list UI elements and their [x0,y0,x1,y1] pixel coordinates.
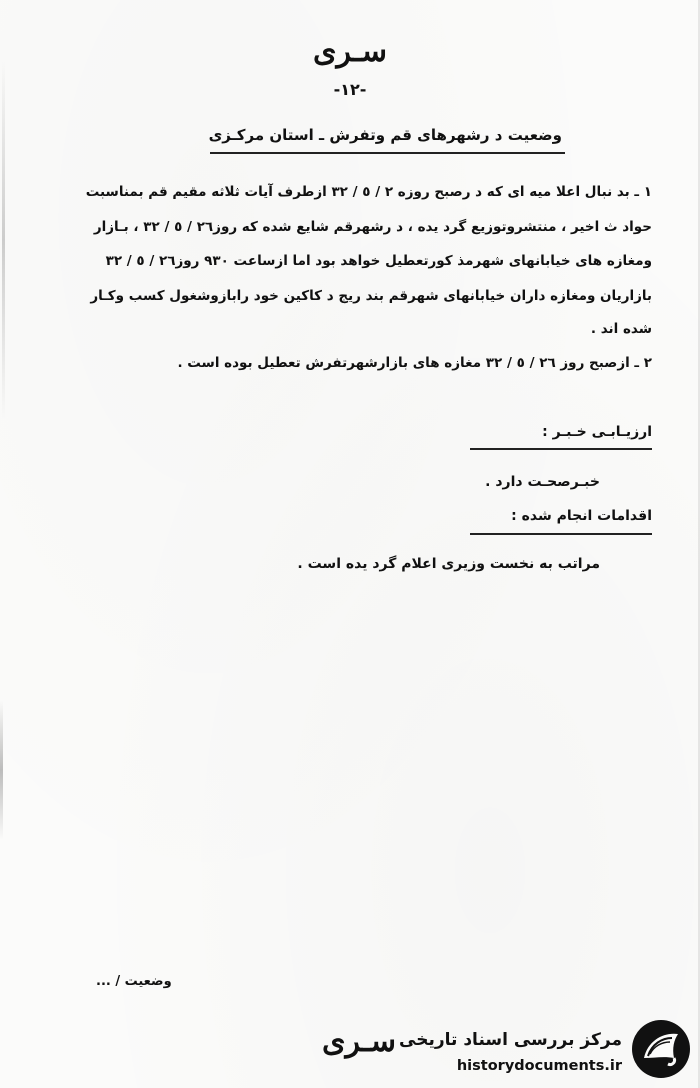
document-subject: وضعیت د رشهرهای قم وتفرش ـ استان مرکـزی [208,126,562,144]
paragraph-2: ٢ ـ ازصبح روز ٢٦ / ٥ / ٣٢ مغازه های بازارشهرتفرش تعطیل بوده است . [177,355,652,371]
assessment-underline [470,448,652,450]
page-fold-shadow [2,60,5,420]
actions-underline [470,533,652,535]
paragraph-1-line-5: شده اند . [590,321,652,337]
watermark-org-name: مرکز بررسی اسناد تاریخی [399,1030,622,1050]
scroll-logo-icon [630,1018,692,1080]
assessment-heading: ارزیـابـی خـبـر : [542,424,652,440]
page-number: -١٢- [333,80,367,99]
continuation-note: وضعیت / ... [96,974,172,989]
classification-stamp-top: سـری [313,34,387,69]
watermark-url: historydocuments.ir [456,1058,622,1074]
paragraph-1-line-3: ومغازه های خیابانهای شهرمذ کورتعطیل خواهد بود اما ازساعت ٩٣٠ روز٢٦ / ٥ / ٣٢ [105,253,652,269]
classification-stamp-bottom: سـری [322,1024,396,1059]
assessment-text: خبـرصحـت دارد . [485,474,600,490]
actions-heading: اقدامات انجام شده : [511,508,652,524]
paragraph-1-line-4: بازاریان ومغازه داران خیابانهای شهرقم بند ریج د کاکین خود رابازوشغول کسب وکـار [90,288,652,304]
paragraph-1-line-1: ١ ـ بد نبال اعلا میه ای که د رصبح روزه ٢ / ٥ / ٣٢ ازطرف آیات ثلاثه مقیم قم بمناسبت [85,184,652,200]
page-fold-shadow-lower [0,700,3,840]
subject-underline [210,152,565,154]
paragraph-1-line-2: حواد ث اخیر ، منتشروتوزیع گرد یده ، د رشهرقم شایع شده که روز٢٦ / ٥ / ٣٢ ، بـازار [93,219,652,235]
actions-text: مراتب به نخست وزیری اعلام گرد یده است . [297,556,600,572]
